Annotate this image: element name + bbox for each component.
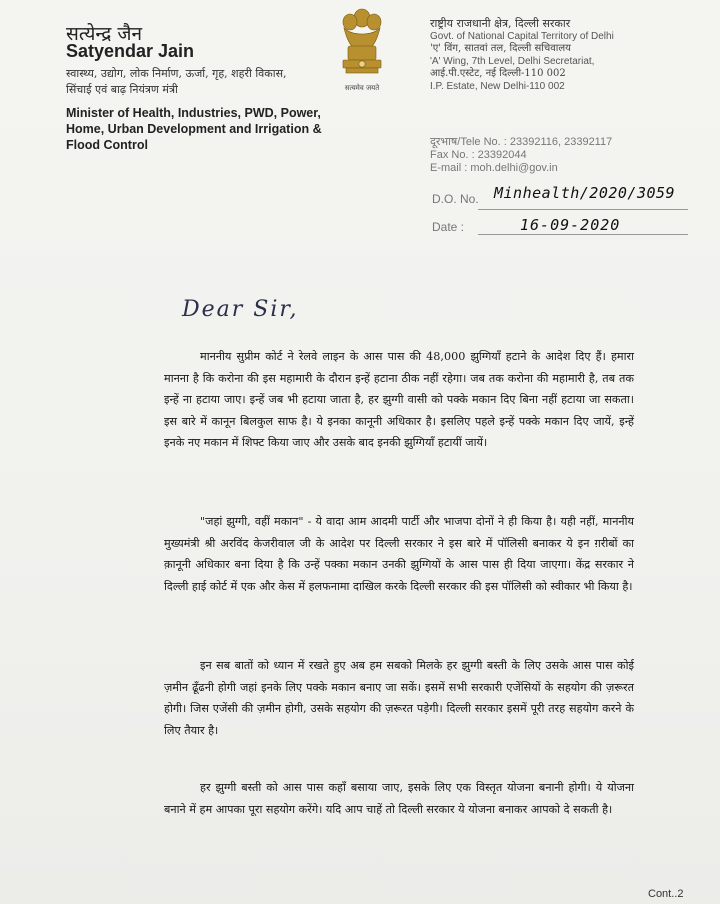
address-line: आई.पी.एस्टेट, नई दिल्ली-110 002 xyxy=(430,68,566,79)
minister-name-hindi: सत्येन्द्र जैन xyxy=(66,23,143,45)
contact-block xyxy=(430,136,612,175)
letter-paragraph: इन सब बातों को ध्यान में रखते हुए अब हम सबको मिलके हर झुग्गी बस्ती के लिए उसके आस पास कोई ज़मीन ढूँढनी होगी जहां इनके लिए पक्के मकान बनाए जा सकें। इसमें सभी सरकारी एजेंसियों के सहयोग की ज़रूरत होगी। जिस एजेंसी की ज़मीन होगी, उसके सहयोग की ज़रूरत पड़ेगी। दिल्ली सरकार इसमें पूरी तरह सहयोग करने के लिए तैयार है। xyxy=(164,659,634,737)
address-line: Govt. of National Capital Territory of Delhi xyxy=(430,30,614,42)
letter-paragraph: "जहां झुग्गी, वहीं मकान" - ये वादा आम आदमी पार्टी और भाजपा दोनों ने ही किया है। यही नहीं, माननीय मुख्यमंत्री श्री अरविंद केजरीवाल जी के आदेश पर दिल्ली सरकार ने इस बारे में पॉलिसी बनाकर ये इन ग़रीबों का क़ानूनी अधिकार बना दिया है कि उन्हें पक्का मकान उनकी झुग्गियों के आस पास ही दिया जाएगा। केंद्र सरकार ने दिल्ली हाई कोर्ट में एक और केस में हलफनामा दाखिल करके दिल्ली सरकार की इस पॉलिसी को स्वीकार भी किया है। xyxy=(164,515,634,593)
do-number-label: D.O. No. xyxy=(432,192,479,206)
date-label: Date : xyxy=(432,220,465,234)
ashoka-emblem-icon xyxy=(334,4,390,94)
address-line: 'A' Wing, 7th Level, Delhi Secretariat, xyxy=(430,55,595,67)
address-block xyxy=(430,18,700,93)
continuation-note: Cont..2 xyxy=(648,888,684,900)
email-line: E-mail : moh.delhi@gov.in xyxy=(430,162,558,174)
salutation: Dear Sir, xyxy=(182,297,299,322)
letter-paragraph: माननीय सुप्रीम कोर्ट ने रेलवे लाइन के आस पास की 48,000 झुग्गियाँ हटाने के आदेश दिए हैं। हमारा मानना है कि करोना की इस महामारी के दौरान इन्हें हटाना ठीक नहीं रहेगा। जब तक करोना की महामारी है, तब तक इन्हें ना हटाया जाए। इन्हें जब भी हटाया जाता है, हर झुग्गी वासी को पक्के मकान दिए बिना नहीं हटाया जा सकता। इस बारे में कानून बिलकुल साफ है। ये इनका कानूनी अधिकार है। इसलिए पहले इन्हें पक्के मकान दिए जायें, इन्हें इनके नए मकान में शिफ्ट किया जाए और उसके बाद इनकी झुग्गियाँ हटायीं जायें। xyxy=(164,350,634,449)
date-value: 16-09-2020 xyxy=(520,216,621,234)
address-line: 'ए' विंग, सातवां तल, दिल्ली सचिवालय xyxy=(430,43,571,54)
minister-name-english: Satyendar Jain xyxy=(66,41,195,61)
address-line: I.P. Estate, New Delhi-110 002 xyxy=(430,80,565,92)
date-underline xyxy=(478,234,688,235)
do-underline xyxy=(478,209,688,210)
portfolio-hindi: स्वास्थ्य, उद्योग, लोक निर्माण, ऊर्जा, गृह, शहरी विकास, सिंचाई एवं बाढ़ नियंत्रण मंत्री xyxy=(66,67,287,96)
letter-paragraph: हर झुग्गी बस्ती को आस पास कहाँ बसाया जाए, इसके लिए एक विस्तृत योजना बनानी होगी। ये योजना बनाने में हम आपका पूरा सहयोग करेंगे। यदि आप चाहें तो दिल्ली सरकार ये योजना बनाकर आपको दे सकती है। xyxy=(164,781,634,816)
do-number-value: Minhealth/2020/3059 xyxy=(494,184,676,202)
portfolio-english: Minister of Health, Industries, PWD, Power, Home, Urban Development and Irrigation & Flood Control xyxy=(66,106,322,152)
fax-line: Fax No. : 23392044 xyxy=(430,149,527,161)
address-line: राष्ट्रीय राजधानी क्षेत्र, दिल्ली सरकार xyxy=(430,17,571,30)
emblem-motto: सत्यमेव जयते xyxy=(344,84,380,92)
phone-line: दूरभाष/Tele No. : 23392116, 23392117 xyxy=(430,136,613,148)
